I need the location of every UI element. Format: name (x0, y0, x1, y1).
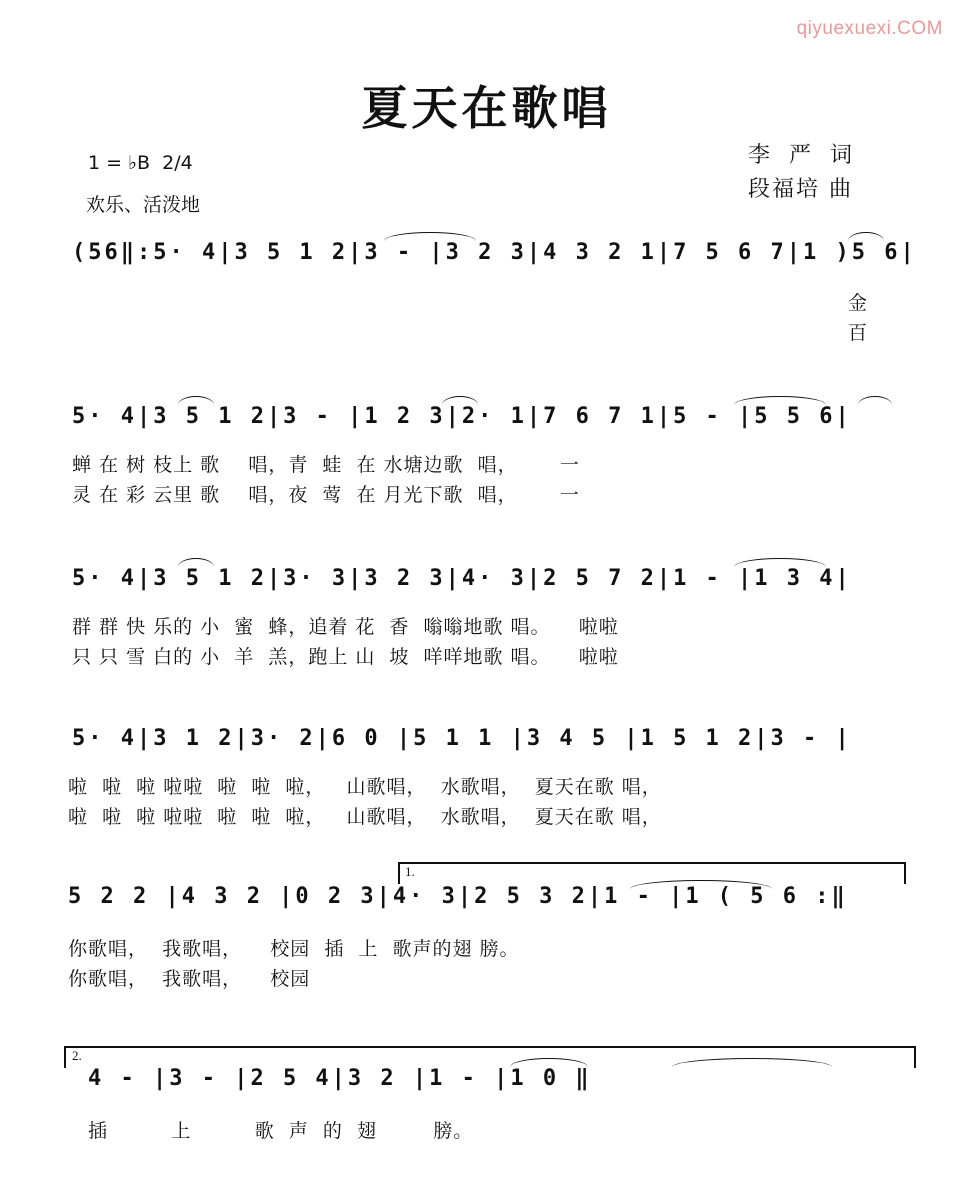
lyric-line-4-verse-1: 啦 啦 啦 啦啦 啦 啦 啦， 山歌唱， 水歌唱， 夏天在歌 唱， (68, 776, 662, 798)
song-title: 夏天在歌唱 (361, 81, 612, 135)
composer-credit: 段福培 曲 (748, 177, 853, 202)
key-signature: 1 = ♭B 2/4 (88, 152, 193, 174)
notation-line-1: (56‖:5· 4|3 5 1 2|3 - |3 2 3|4 3 2 1|7 5 6 7|1 )5 6| (72, 240, 917, 265)
notation-line-3: 5· 4|3 5 1 2|3· 3|3 2 3|4· 3|2 5 7 2|1 - |1 3 4| (72, 566, 852, 591)
lyric-line-4-verse-2: 啦 啦 啦 啦啦 啦 啦 啦， 山歌唱， 水歌唱， 夏天在歌 唱， (68, 806, 662, 828)
watermark: qiyuexuexi.COM (796, 18, 943, 39)
tie-arc (734, 558, 826, 567)
tie-arc (734, 396, 826, 405)
lyric-line-2-verse-2: 灵 在 彩 云里 歌 唱，夜 莺 在 月光下歌 唱， 一 (72, 484, 580, 506)
lyric-line-2-verse-1: 蝉 在 树 枝上 歌 唱，青 蛙 在 水塘边歌 唱， 一 (72, 454, 580, 476)
lyric-pickup-1: 金 (848, 292, 868, 314)
first-ending-bracket (398, 862, 906, 884)
slur-arc (848, 232, 884, 241)
second-ending-label: 2. (72, 1048, 82, 1063)
slur-arc (178, 396, 214, 405)
notation-line-6: 4 - |3 - |2 5 4|3 2 |1 - |1 0 ‖ (88, 1066, 592, 1091)
slur-arc (178, 558, 214, 567)
slur-arc (442, 396, 478, 405)
lyric-line-6: 插 上 歌 声 的 翅 膀。 (88, 1120, 474, 1142)
lyricist-credit: 李 严 词 (748, 143, 858, 168)
slur-arc (858, 396, 892, 405)
lyric-line-5-verse-2: 你歌唱， 我歌唱， 校园 (68, 968, 311, 990)
lyric-pickup-2: 百 (848, 322, 868, 344)
tempo-marking: 欢乐、活泼地 (86, 194, 201, 216)
notation-line-5: 5 2 2 |4 3 2 |0 2 3|4· 3|2 5 3 2|1 - |1 ( 5 6 :‖ (68, 884, 848, 909)
lyric-line-5-verse-1: 你歌唱， 我歌唱， 校园 插 上 歌声的翅 膀。 (68, 938, 520, 960)
notation-line-2: 5· 4|3 5 1 2|3 - |1 2 3|2· 1|7 6 7 1|5 - |5 5 6| (72, 404, 852, 429)
lyric-line-3-verse-2: 只 只 雪 白的 小 羊 羔，跑上 山 坡 咩咩地歌 唱。 啦啦 (72, 646, 619, 668)
notation-line-4: 5· 4|3 1 2|3· 2|6 0 |5 1 1 |3 4 5 |1 5 1 2|3 - | (72, 726, 852, 751)
first-ending-label: 1. (405, 864, 415, 879)
lyric-line-3-verse-1: 群 群 快 乐的 小 蜜 蜂，追着 花 香 嗡嗡地歌 唱。 啦啦 (72, 616, 619, 638)
tie-arc (384, 232, 476, 241)
